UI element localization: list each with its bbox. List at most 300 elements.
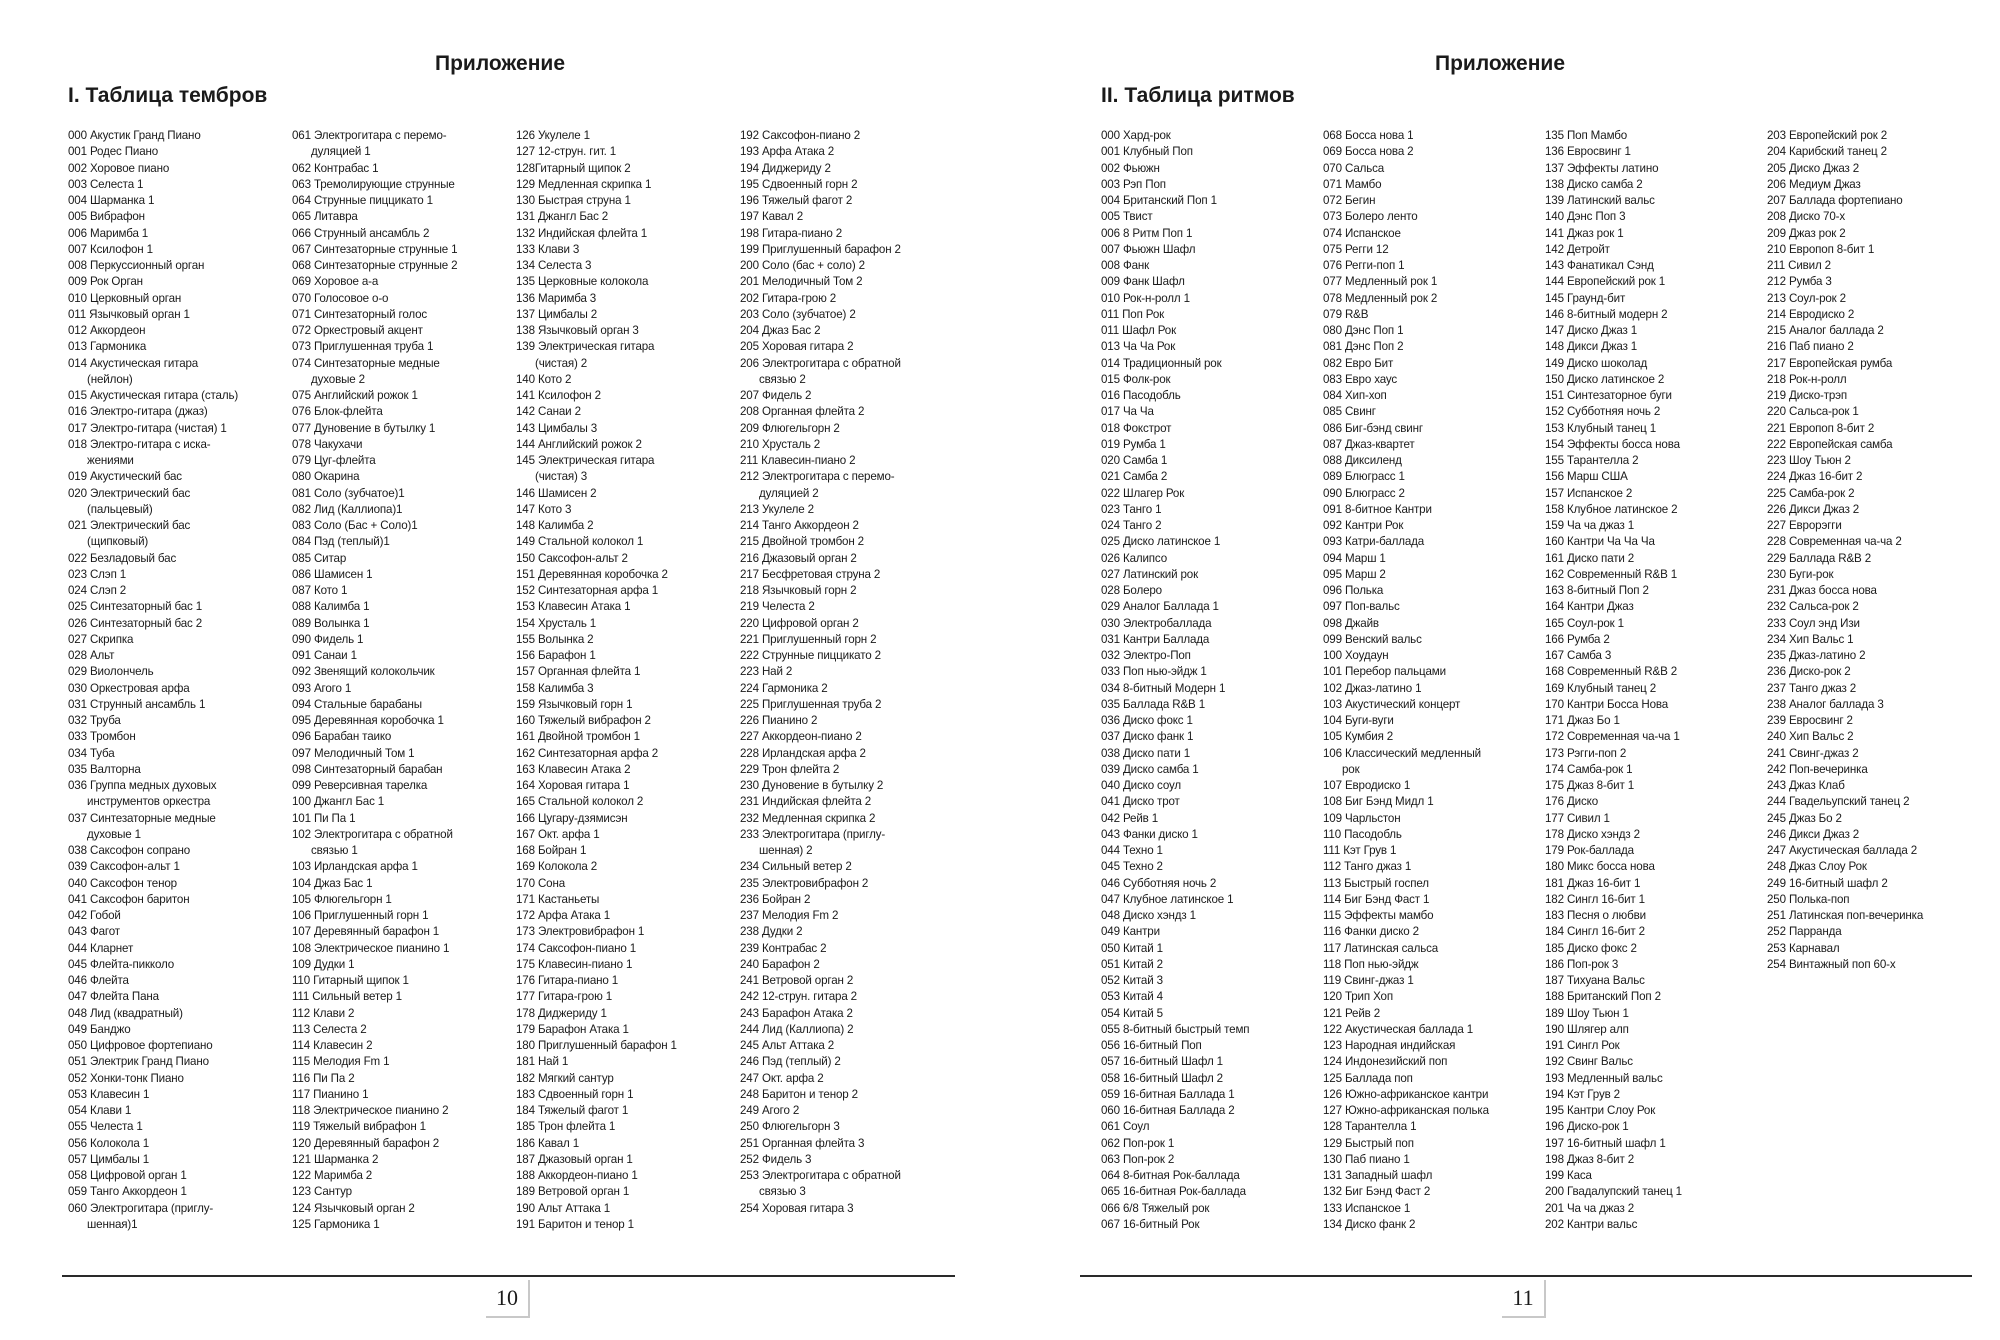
table-entry: 061 Электрогитара с перемо- дуляцией 1 (292, 129, 447, 159)
table-entry: 106 Приглушенный горн 1 (292, 909, 429, 922)
table-entry: 119 Тяжелый вибрафон 1 (292, 1120, 426, 1134)
table-entry: 162 Синтезаторная арфа 2 (516, 746, 659, 760)
table-entry: 046 Субботняя ночь 2 (1101, 876, 1217, 890)
table-entry: 057 Цимбалы 1 (68, 1152, 150, 1166)
table-entry: 082 Лид (Каллиопа)1 (292, 502, 403, 516)
table-entry: 078 Медленный рок 2 (1323, 291, 1438, 305)
table-entry: 161 Диско пати 2 (1545, 551, 1635, 565)
table-entry: 182 Мягкий сантур (516, 1071, 614, 1085)
table-entry: 032 Электро-Поп (1101, 649, 1191, 662)
table-entry: 200 Гвадалупский танец 1 (1545, 1185, 1682, 1199)
table-entry: 252 Парранда (1767, 925, 1842, 939)
table-entry: 051 Электрик Гранд Пиано (68, 1055, 209, 1069)
table-entry: 002 Хоровое пиано (68, 161, 170, 175)
table-entry: 152 Синтезаторная арфа 1 (516, 584, 659, 597)
table-entry: 181 Най 1 (516, 1055, 569, 1069)
table-entry: 107 Евродиско 1 (1323, 779, 1411, 792)
timbre-column-3 (516, 128, 738, 1233)
table-entry: 048 Лид (квадратный) (68, 1006, 183, 1020)
table-entry: 074 Синтезаторные медные духовые 2 (292, 356, 440, 386)
table-entry: 027 Скрипка (68, 632, 134, 646)
table-entry: 143 Цимбалы 3 (516, 421, 598, 435)
table-entry: 106 Классический медленный рок (1323, 746, 1481, 776)
table-entry: 118 Поп нью-эйдж (1323, 957, 1419, 971)
table-entry: 049 Банджо (68, 1022, 131, 1036)
table-entry: 057 16-битный Шафл 1 (1101, 1055, 1223, 1069)
table-entry: 134 Селеста 3 (516, 259, 592, 272)
table-entry: 056 16-битный Поп (1101, 1039, 1202, 1052)
table-entry: 103 Ирландская арфа 1 (292, 860, 418, 874)
table-entry: 033 Тромбон (68, 730, 136, 744)
table-entry: 090 Блюграсс 2 (1323, 486, 1405, 500)
table-entry: 067 16-битный Рок (1101, 1217, 1200, 1231)
table-entry: 003 Рэп Поп (1101, 177, 1166, 191)
table-entry: 113 Селеста 2 (292, 1022, 367, 1036)
table-entry: 213 Соул-рок 2 (1767, 291, 1846, 305)
table-entry: 071 Синтезаторный голос (292, 307, 428, 321)
table-entry: 167 Самба 3 (1545, 649, 1612, 662)
table-entry: 250 Полька-поп (1767, 892, 1850, 906)
table-entry: 230 Дуновение в бутылку 2 (740, 779, 884, 792)
table-entry: 075 Английский рожок 1 (292, 389, 418, 402)
table-entry: 214 Танго Аккордеон 2 (740, 519, 859, 532)
table-entry: 038 Диско пати 1 (1101, 746, 1191, 760)
table-entry: 202 Гитара-грою 2 (740, 291, 836, 305)
table-entry: 241 Свинг-джаз 2 (1767, 746, 1859, 760)
table-entry: 169 Колокола 2 (516, 860, 598, 874)
table-entry: 135 Поп Мамбо (1545, 129, 1628, 142)
table-entry: 231 Джаз босса нова (1767, 584, 1877, 597)
table-entry: 168 Современный R&B 2 (1545, 665, 1678, 679)
table-entry: 076 Регги-поп 1 (1323, 259, 1405, 272)
table-entry: 239 Контрабас 2 (740, 941, 827, 955)
table-entry: 178 Диджериду 1 (516, 1006, 607, 1020)
table-entry: 092 Кантри Рок (1323, 519, 1404, 532)
table-entry: 235 Джаз-латино 2 (1767, 649, 1866, 662)
table-entry: 124 Индонезийский поп (1323, 1055, 1448, 1069)
table-entry: 203 Соло (зубчатое) 2 (740, 307, 856, 321)
table-entry: 155 Тарантелла 2 (1545, 454, 1639, 467)
table-entry: 220 Сальса-рок 1 (1767, 405, 1859, 419)
table-entry: 068 Босса нова 1 (1323, 129, 1414, 142)
table-entry: 164 Кантри Джаз (1545, 600, 1634, 614)
table-entry: 231 Индийская флейта 2 (740, 795, 872, 809)
table-entry: 084 Хип-хоп (1323, 389, 1387, 402)
table-entry: 166 Цугару-дзямисэн (516, 811, 628, 825)
table-entry: 093 Агого 1 (292, 681, 352, 695)
table-entry: 052 Китай 3 (1101, 974, 1163, 987)
table-entry: 069 Хоровое а-а (292, 275, 379, 289)
table-entry: 181 Джаз 16-бит 1 (1545, 876, 1641, 890)
table-entry: 090 Фидель 1 (292, 632, 364, 646)
table-entry: 082 Евро Бит (1323, 356, 1394, 370)
table-entry: 071 Мамбо (1323, 177, 1382, 191)
table-entry: 069 Босса нова 2 (1323, 145, 1414, 159)
table-entry: 193 Арфа Атака 2 (740, 145, 835, 159)
table-entry: 024 Слэп 2 (68, 584, 127, 597)
table-entry: 055 Челеста 1 (68, 1120, 143, 1134)
table-entry: 039 Диско самба 1 (1101, 762, 1199, 776)
table-entry: 008 Фанк (1101, 259, 1150, 272)
rhythm-column-1 (1101, 128, 1323, 1233)
table-entry: 085 Свинг (1323, 405, 1376, 419)
table-entry: 087 Джаз-квартет (1323, 437, 1415, 451)
table-entry: 178 Диско хэндз 2 (1545, 827, 1640, 841)
table-entry: 018 Электро-гитара с иска- жениями (68, 437, 211, 467)
table-entry: 118 Электрическое пианино 2 (292, 1104, 449, 1117)
table-entry: 153 Клавесин Атака 1 (516, 600, 631, 614)
table-entry: 043 Фагот (68, 925, 120, 939)
table-entry: 204 Джаз Бас 2 (740, 324, 821, 337)
table-entry: 180 Микс босса нова (1545, 860, 1655, 874)
table-entry: 206 Электрогитара с обратной связью 2 (740, 356, 901, 386)
table-entry: 144 Английский рожок 2 (516, 437, 642, 451)
table-entry: 234 Сильный ветер 2 (740, 860, 852, 874)
table-entry: 251 Органная флейта 3 (740, 1136, 865, 1150)
table-entry: 141 Джаз рок 1 (1545, 226, 1624, 240)
table-entry: 244 Гвадельупский танец 2 (1767, 795, 1910, 809)
table-entry: 041 Диско трот (1101, 795, 1180, 809)
table-entry: 001 Клубный Поп (1101, 145, 1193, 159)
table-entry: 072 Бегин (1323, 194, 1376, 207)
table-entry: 056 Колокола 1 (68, 1136, 150, 1150)
timbre-column-2 (292, 128, 514, 1233)
table-entry: 254 Винтажный поп 60-х (1767, 957, 1896, 971)
table-entry: 101 Пи Па 1 (292, 811, 356, 825)
table-entry: 112 Клави 2 (292, 1006, 355, 1020)
table-entry: 191 Сингл Рок (1545, 1039, 1620, 1052)
table-entry: 218 Рок-н-ролл (1767, 372, 1847, 386)
table-entry: 151 Синтезаторное буги (1545, 389, 1672, 402)
table-entry: 001 Родес Пиано (68, 145, 159, 159)
table-entry: 115 Мелодия Fm 1 (292, 1055, 390, 1069)
table-entry: 240 Барафон 2 (740, 957, 820, 971)
table-entry: 148 Дикси Джаз 1 (1545, 340, 1638, 354)
table-entry: 175 Джаз 8-бит 1 (1545, 779, 1635, 792)
table-entry: 111 Сильный ветер 1 (292, 990, 402, 1004)
rhythm-column-3 (1545, 128, 1767, 1233)
table-entry: 245 Джаз Бо 2 (1767, 811, 1842, 825)
table-entry: 073 Приглушенная труба 1 (292, 340, 434, 354)
table-entry: 243 Джаз Клаб (1767, 779, 1845, 792)
table-entry: 031 Кантри Баллада (1101, 632, 1210, 646)
table-entry: 212 Румба 3 (1767, 275, 1832, 289)
table-entry: 050 Цифровое фортепиано (68, 1039, 213, 1052)
table-entry: 089 Блюграсс 1 (1323, 470, 1405, 484)
table-entry: 139 Электрическая гитара (чистая) 2 (516, 340, 655, 370)
table-entry: 186 Поп-рок 3 (1545, 957, 1619, 971)
table-entry: 208 Диско 70-х (1767, 210, 1846, 224)
table-entry: 125 Гармоника 1 (292, 1217, 380, 1231)
table-entry: 063 Поп-рок 2 (1101, 1152, 1175, 1166)
table-entry: 182 Сингл 16-бит 1 (1545, 892, 1645, 906)
table-entry: 027 Латинский рок (1101, 567, 1199, 581)
table-entry: 170 Кантри Босса Нова (1545, 697, 1669, 711)
table-entry: 196 Тяжелый фагот 2 (740, 194, 853, 207)
table-entry: 229 Трон флейта 2 (740, 762, 840, 776)
table-entry: 116 Пи Па 2 (292, 1071, 355, 1085)
table-entry: 029 Виолончель (68, 665, 154, 679)
table-entry: 248 Баритон и тенор 2 (740, 1087, 858, 1101)
table-entry: 238 Дудки 2 (740, 925, 803, 939)
table-entry: 136 Маримба 3 (516, 291, 597, 305)
table-entry: 144 Европейский рок 1 (1545, 275, 1666, 289)
table-entry: 064 Струнные пиццикато 1 (292, 194, 433, 207)
table-entry: 102 Джаз-латино 1 (1323, 681, 1422, 695)
table-entry: 133 Клави 3 (516, 242, 580, 256)
table-entry: 176 Гитара-пиано 1 (516, 974, 619, 987)
table-entry: 254 Хоровая гитара 3 (740, 1201, 854, 1215)
table-entry: 083 Евро хаус (1323, 372, 1398, 386)
table-entry: 117 Латинская сальса (1323, 941, 1439, 955)
table-entry: 047 Флейта Пана (68, 990, 159, 1004)
table-entry: 163 8-битный Поп 2 (1545, 584, 1649, 597)
table-entry: 004 Британский Поп 1 (1101, 194, 1217, 207)
table-entry: 099 Венский вальс (1323, 632, 1422, 646)
table-entry: 150 Саксофон-альт 2 (516, 551, 628, 565)
table-entry: 174 Самба-рок 1 (1545, 762, 1633, 776)
table-entry: 134 Диско фанк 2 (1323, 1217, 1416, 1231)
table-entry: 072 Оркестровый акцент (292, 324, 423, 337)
table-entry: 098 Синтезаторный барабан (292, 762, 443, 776)
table-entry: 006 8 Ритм Поп 1 (1101, 226, 1193, 240)
table-entry: 123 Сантур (292, 1185, 352, 1199)
table-entry: 108 Электрическое пианино 1 (292, 941, 450, 955)
table-entry: 048 Диско хэндз 1 (1101, 909, 1196, 922)
table-entry: 207 Баллада фортепиано (1767, 194, 1903, 207)
table-entry: 253 Электрогитара с обратной связью 3 (740, 1169, 901, 1199)
table-entry: 020 Самба 1 (1101, 454, 1168, 467)
table-entry: 159 Ча ча джаз 1 (1545, 519, 1635, 532)
table-entry: 096 Барабан таико (292, 730, 392, 744)
table-entry: 038 Саксофон сопрано (68, 844, 191, 857)
table-entry: 246 Пэд (теплый) 2 (740, 1055, 841, 1069)
section-title-timbres: I. Таблица тембров (68, 84, 268, 107)
table-entry: 011 Шафл Рок (1101, 324, 1176, 337)
table-entry: 131 Джангл Бас 2 (516, 210, 609, 224)
table-entry: 143 Фанатикал Сэнд (1545, 259, 1654, 272)
table-entry: 131 Западный шафл (1323, 1169, 1433, 1182)
table-entry: 064 8-битная Рок-баллада (1101, 1169, 1240, 1182)
table-entry: 000 Хард-рок (1101, 129, 1171, 142)
table-entry: 021 Электрический бас (щипковый) (68, 519, 191, 549)
table-entry: 047 Клубное латинское 1 (1101, 892, 1234, 906)
table-entry: 123 Народная индийская (1323, 1039, 1456, 1052)
table-entry: 040 Саксофон тенор (68, 876, 177, 890)
table-entry: 156 Марш США (1545, 470, 1628, 484)
table-entry: 110 Пасодобль (1323, 827, 1402, 841)
table-entry: 095 Деревянная коробочка 1 (292, 714, 444, 727)
table-entry: 238 Аналог баллада 3 (1767, 697, 1884, 711)
table-entry: 097 Мелодичный Том 1 (292, 746, 415, 760)
table-entry: 003 Селеста 1 (68, 177, 144, 191)
table-entry: 185 Диско фокс 2 (1545, 941, 1637, 955)
table-entry: 014 Традиционный рок (1101, 356, 1222, 370)
table-entry: 217 Европейская румба (1767, 356, 1893, 370)
table-entry: 021 Самба 2 (1101, 470, 1168, 484)
table-entry: 158 Клубное латинское 2 (1545, 502, 1678, 516)
appendix-title: Приложение (434, 52, 565, 75)
table-entry: 041 Саксофон баритон (68, 892, 190, 906)
table-entry: 122 Маримба 2 (292, 1169, 373, 1182)
table-entry: 146 Шамисен 2 (516, 486, 597, 500)
table-entry: 085 Ситар (292, 551, 347, 565)
table-entry: 019 Акустический бас (68, 470, 182, 484)
table-entry: 059 16-битная Баллада 1 (1101, 1087, 1235, 1101)
table-entry: 226 Дикси Джаз 2 (1767, 502, 1860, 516)
table-entry: 240 Хип Вальс 2 (1767, 730, 1854, 744)
table-entry: 079 R&B (1323, 307, 1369, 321)
table-entry: 044 Техно 1 (1101, 844, 1163, 857)
table-entry: 122 Акустическая баллада 1 (1323, 1022, 1474, 1036)
table-entry: 234 Хип Вальс 1 (1767, 632, 1854, 646)
table-entry: 216 Паб пиано 2 (1767, 340, 1854, 354)
table-entry: 160 Кантри Ча Ча Ча (1545, 535, 1655, 549)
table-entry: 160 Тяжелый вибрафон 2 (516, 714, 651, 727)
table-entry: 126 Южно-африканское кантри (1323, 1087, 1489, 1101)
table-entry: 188 Британский Поп 2 (1545, 990, 1661, 1004)
table-entry: 145 Граунд-бит (1545, 291, 1626, 305)
table-entry: 025 Диско латинское 1 (1101, 535, 1221, 549)
table-entry: 114 Биг Бэнд Фаст 1 (1323, 892, 1430, 906)
table-entry: 009 Фанк Шафл (1101, 275, 1185, 289)
table-entry: 199 Каса (1545, 1169, 1592, 1182)
table-entry: 168 Бойран 1 (516, 844, 587, 857)
table-entry: 166 Румба 2 (1545, 632, 1610, 646)
table-entry: 204 Карибский танец 2 (1767, 145, 1887, 159)
table-entry: 173 Электровибрафон 1 (516, 925, 645, 939)
table-entry: 065 16-битная Рок-баллада (1101, 1185, 1246, 1199)
table-entry: 005 Твист (1101, 210, 1153, 224)
table-entry: 132 Биг Бэнд Фаст 2 (1323, 1185, 1431, 1199)
table-entry: 092 Звенящий колокольчик (292, 665, 435, 679)
table-entry: 019 Румба 1 (1101, 437, 1166, 451)
table-entry: 222 Струнные пиццикато 2 (740, 649, 881, 662)
table-entry: 004 Шарманка 1 (68, 194, 155, 207)
table-entry: 007 Фьюжн Шафл (1101, 242, 1196, 256)
timbre-column-4 (740, 128, 962, 1217)
rhythm-column-4 (1767, 128, 1989, 973)
table-entry: 203 Европейский рок 2 (1767, 129, 1888, 142)
table-entry: 075 Регги 12 (1323, 242, 1389, 256)
table-entry: 013 Гармоника (68, 340, 147, 354)
table-entry: 121 Рейв 2 (1323, 1006, 1381, 1020)
table-entry: 137 Эффекты латино (1545, 161, 1659, 175)
table-entry: 119 Свинг-джаз 1 (1323, 974, 1414, 987)
table-entry: 066 Струнный ансамбль 2 (292, 226, 430, 240)
table-entry: 213 Укулеле 2 (740, 502, 814, 516)
timbre-column-1 (68, 128, 290, 1233)
table-entry: 138 Диско самба 2 (1545, 177, 1643, 191)
table-entry: 193 Медленный вальс (1545, 1071, 1663, 1085)
table-entry: 023 Танго 1 (1101, 502, 1162, 516)
table-entry: 081 Соло (зубчатое)1 (292, 486, 405, 500)
table-entry: 210 Хрусталь 2 (740, 437, 821, 451)
table-entry: 187 Джазовый орган 1 (516, 1152, 633, 1166)
table-entry: 101 Перебор пальцами (1323, 665, 1446, 679)
table-entry: 079 Цуг-флейта (292, 454, 376, 467)
table-entry: 159 Язычковый горн 1 (516, 697, 633, 711)
table-entry: 015 Акустическая гитара (сталь) (68, 389, 239, 402)
table-entry: 112 Танго джаз 1 (1323, 860, 1412, 874)
table-entry: 078 Чакухачи (292, 437, 363, 451)
table-entry: 045 Флейта-пикколо (68, 957, 175, 971)
table-entry: 100 Джангл Бас 1 (292, 795, 385, 809)
table-entry: 060 Электрогитара (приглу- шенная)1 (68, 1201, 214, 1231)
table-entry: 247 Акустическая баллада 2 (1767, 844, 1918, 857)
table-entry: 105 Флюгельгорн 1 (292, 892, 392, 906)
table-entry: 174 Саксофон-пиано 1 (516, 941, 637, 955)
table-entry: 035 Баллада R&B 1 (1101, 697, 1205, 711)
table-entry: 002 Фьюжн (1101, 161, 1160, 175)
table-entry: 207 Фидель 2 (740, 389, 812, 402)
table-entry: 126 Укулеле 1 (516, 129, 590, 142)
table-entry: 018 Фокстрот (1101, 421, 1172, 435)
table-entry: 229 Баллада R&B 2 (1767, 551, 1871, 565)
table-entry: 185 Трон флейта 1 (516, 1120, 616, 1134)
table-entry: 099 Реверсивная тарелка (292, 779, 428, 792)
table-entry: 022 Шлагер Рок (1101, 486, 1185, 500)
table-entry: 076 Блок-флейта (292, 405, 383, 419)
table-entry: 184 Сингл 16-бит 2 (1545, 925, 1645, 939)
table-entry: 162 Современный R&B 1 (1545, 567, 1678, 581)
table-entry: 195 Кантри Слоу Рок (1545, 1104, 1656, 1117)
table-entry: 211 Клавесин-пиано 2 (740, 454, 856, 467)
table-entry: 042 Рейв 1 (1101, 811, 1159, 825)
table-entry: 035 Валторна (68, 762, 141, 776)
table-entry: 081 Дэнс Поп 2 (1323, 340, 1404, 354)
table-entry: 053 Китай 4 (1101, 990, 1163, 1004)
footer-rule (1080, 1275, 1972, 1277)
table-entry: 183 Песня о любви (1545, 909, 1646, 922)
table-entry: 080 Окарина (292, 470, 360, 484)
table-entry: 065 Литавра (292, 210, 358, 224)
table-entry: 089 Волынка 1 (292, 616, 370, 630)
table-entry: 151 Деревянная коробочка 2 (516, 567, 668, 581)
table-entry: 034 8-битный Модерн 1 (1101, 681, 1226, 695)
table-entry: 236 Бойран 2 (740, 892, 811, 906)
right-page (1000, 0, 2000, 1340)
table-entry: 060 16-битная Баллада 2 (1101, 1104, 1235, 1117)
table-entry: 221 Приглушенный горн 2 (740, 632, 877, 646)
table-entry: 010 Рок-н-ролл 1 (1101, 291, 1190, 305)
table-entry: 248 Джаз Слоу Рок (1767, 860, 1867, 874)
table-entry: 243 Барафон Атака 2 (740, 1006, 853, 1020)
table-entry: 190 Шлягер алп (1545, 1022, 1629, 1036)
table-entry: 045 Техно 2 (1101, 860, 1163, 874)
table-entry: 211 Сивил 2 (1767, 259, 1831, 272)
table-entry: 014 Акустическая гитара (нейлон) (68, 356, 199, 386)
table-entry: 034 Туба (68, 746, 115, 760)
table-entry: 077 Медленный рок 1 (1323, 275, 1438, 289)
table-entry: 067 Синтезаторные струнные 1 (292, 242, 458, 256)
table-entry: 195 Сдвоенный горн 2 (740, 177, 858, 191)
table-entry: 199 Приглушенный барафон 2 (740, 242, 901, 256)
table-entry: 088 Калимба 1 (292, 600, 370, 614)
table-entry: 028 Альт (68, 649, 115, 662)
table-entry: 216 Джазовый орган 2 (740, 551, 857, 565)
table-entry: 091 8-битное Кантри (1323, 502, 1432, 516)
table-entry: 058 Цифровой орган 1 (68, 1169, 187, 1182)
table-entry: 138 Язычковый орган 3 (516, 324, 639, 337)
table-entry: 037 Диско фанк 1 (1101, 730, 1194, 744)
table-entry: 235 Электровибрафон 2 (740, 876, 869, 890)
table-entry: 139 Латинский вальс (1545, 194, 1655, 207)
table-entry: 070 Сальса (1323, 161, 1385, 175)
table-entry: 130 Паб пиано 1 (1323, 1152, 1410, 1166)
table-entry: 135 Церковные колокола (516, 275, 649, 289)
table-entry: 249 Агого 2 (740, 1104, 800, 1117)
